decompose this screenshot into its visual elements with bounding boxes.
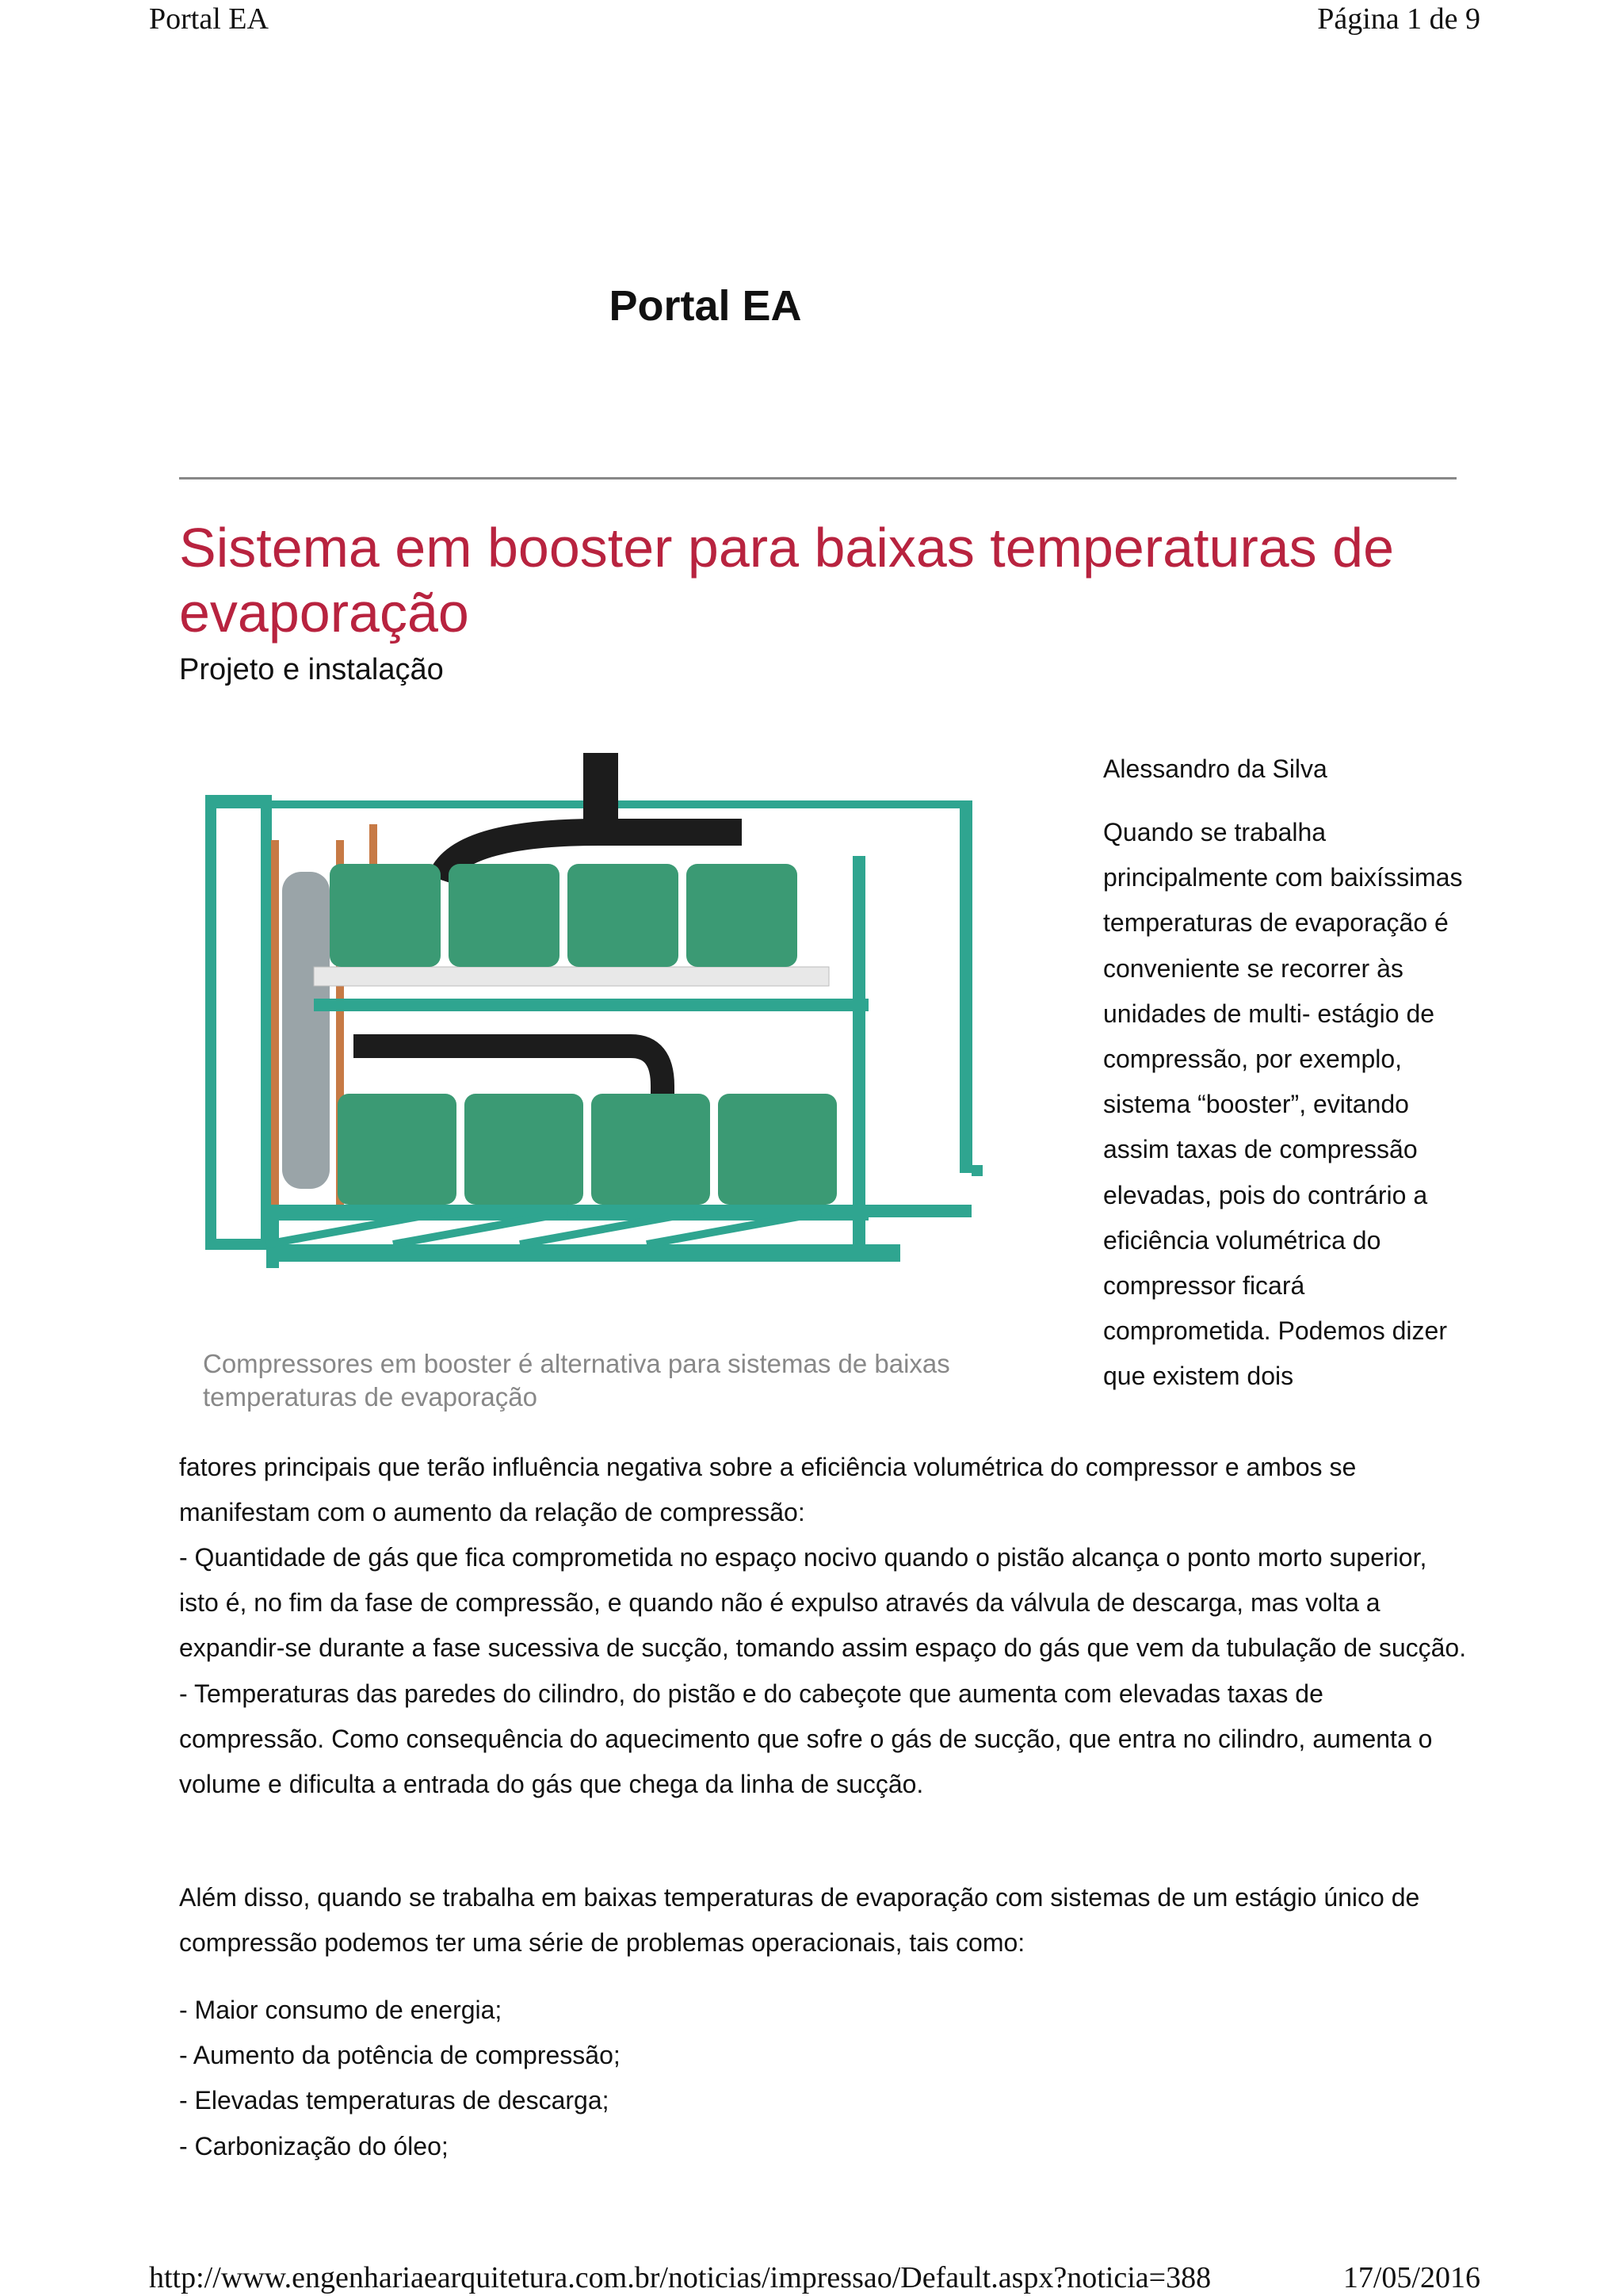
page-url: http://www.engenhariaearquitetura.com.br/noticias/impressao/Default.aspx?noticia=388 bbox=[149, 2261, 1212, 2294]
problem-item: - Maior consumo de energia; bbox=[179, 1996, 502, 2024]
factors-list bbox=[179, 1535, 1467, 1807]
print-footer bbox=[0, 2260, 1623, 2296]
problem-item: - Aumento da potência de compressão; bbox=[179, 2041, 621, 2070]
problems-list bbox=[179, 1988, 1467, 2169]
intro-paragraph-continuation: fatores principais que terão influência negativa sobre a eficiência volumétrica do compressor e ambos se manifestam com o aumento da relação de compressão: bbox=[179, 1453, 1357, 1527]
header-divider bbox=[179, 477, 1457, 479]
problem-item: - Carbonização do óleo; bbox=[179, 2131, 449, 2160]
article-author: Alessandro da Silva bbox=[1103, 755, 1327, 783]
print-date: 17/05/2016 bbox=[1342, 2261, 1480, 2294]
factor-item: - Quantidade de gás que fica comprometida no espaço nocivo quando o pistão alcança o ponto morto superior, isto é, no fim da fase de compressão, e quando não é expulso através da válvula de descarga, mas volta a expandir-se durante a fase sucessiva de sucção, tomando assim espaço do gás que vem da tubulação de sucção. bbox=[179, 1543, 1467, 1663]
article-figure bbox=[179, 721, 1090, 1435]
print-header-site: Portal EA bbox=[149, 2, 269, 36]
site-title: Portal EA bbox=[609, 282, 802, 330]
compressor-rack-image bbox=[203, 737, 995, 1339]
print-header-page-number: Página 1 de 9 bbox=[1317, 2, 1480, 36]
factor-item: - Temperaturas das paredes do cilindro, do pistão e do cabeçote que aumenta com elevadas taxas de compressão. Como consequência do aquecimento que sofre o gás de sucção, que entra no cilindro, aumenta o volume e dificulta a entrada do gás que chega da linha de sucção. bbox=[179, 1679, 1433, 1799]
article-subtitle: Projeto e instalação bbox=[179, 653, 444, 686]
figure-caption: Compressores em booster é alternativa para sistemas de baixas temperaturas de evaporação bbox=[203, 1349, 950, 1412]
print-header bbox=[0, 2, 1623, 41]
paragraph-alem-disso: Além disso, quando se trabalha em baixas temperaturas de evaporação com sistemas de um estágio único de compressão podemos ter uma série de problemas operacionais, tais como: bbox=[179, 1883, 1420, 1958]
problem-item: - Elevadas temperaturas de descarga; bbox=[179, 2086, 609, 2115]
intro-paragraph-side: Quando se trabalha principalmente com baixíssimas temperaturas de evaporação é conveniente se recorrer às unidades de multi- estágio de compressão, por exemplo, sistema “booster”, evitando assim taxas de compressão elevadas, pois do contrário a eficiência volumétrica do compressor ficará comprometida. Podemos dizer que existem dois bbox=[1103, 818, 1463, 1391]
article-title: Sistema em booster para baixas temperaturas de evaporação bbox=[179, 517, 1394, 644]
